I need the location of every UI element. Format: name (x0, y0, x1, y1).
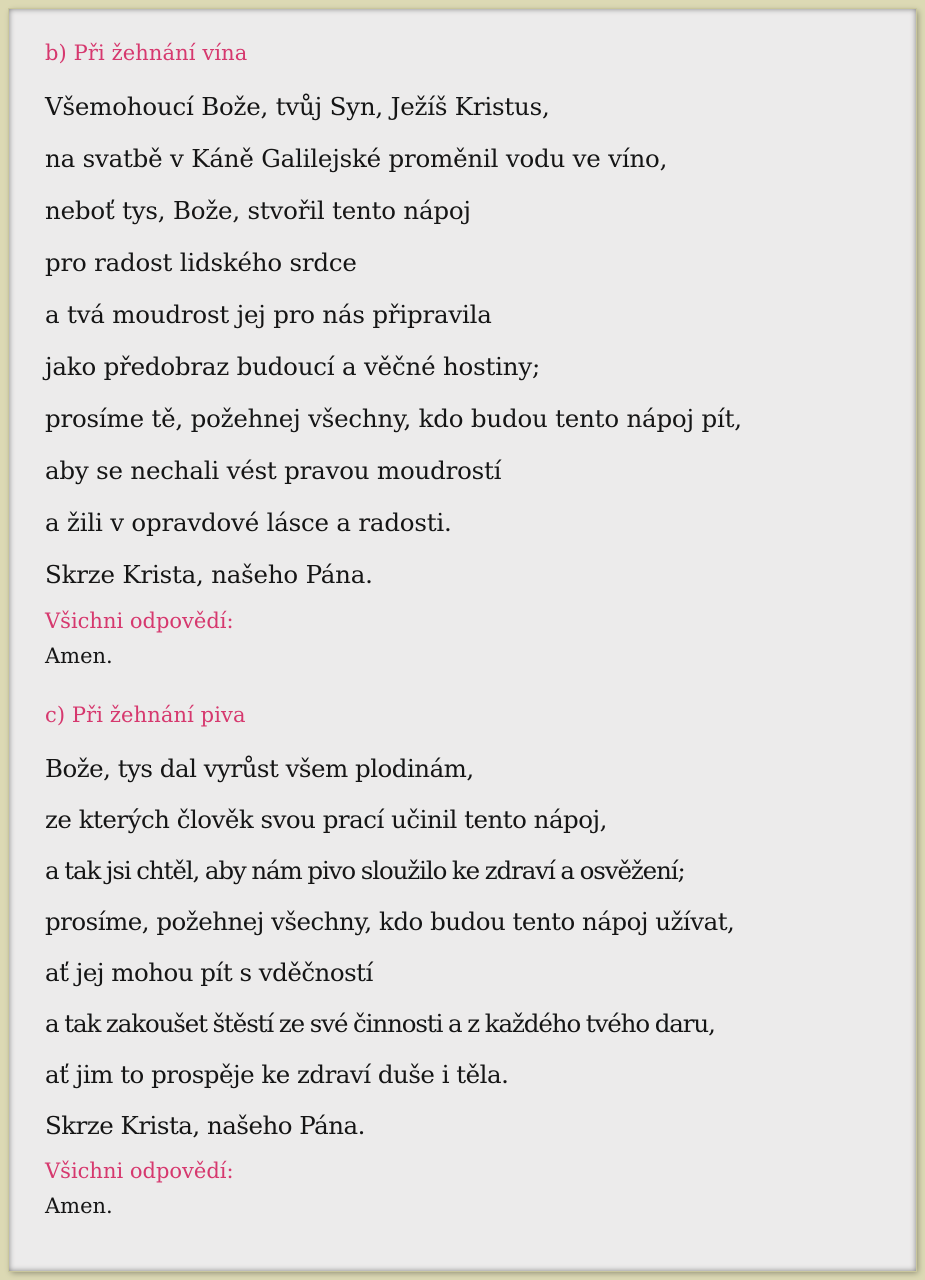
prayer-line: Bože, tys dal vyrůst všem plodinám, (45, 754, 474, 783)
prayer-line: a tak jsi chtěl, aby nám pivo sloužilo ke zdraví a osvěžení; (45, 856, 685, 885)
congregation-response: Amen. (45, 1194, 113, 1218)
prayer-line: a žili v opravdové lásce a radosti. (45, 508, 452, 537)
prayer-text (45, 743, 896, 1151)
prayer-line: Skrze Krista, našeho Pána. (45, 560, 373, 589)
prayer-line: a tvá moudrost jej pro nás připravila (45, 300, 492, 329)
prayer-line: neboť tys, Bože, stvořil tento nápoj (45, 196, 471, 225)
congregation-response: Amen. (45, 644, 113, 668)
prayer-line: Všemohoucí Bože, tvůj Syn, Ježíš Kristus, (45, 92, 550, 121)
prayer-text (45, 81, 896, 601)
prayer-line: ať jim to prospěje ke zdraví duše i těla. (45, 1060, 509, 1089)
section-wine-blessing (45, 39, 896, 671)
prayer-line: prosíme tě, požehnej všechny, kdo budou tento nápoj pít, (45, 404, 742, 433)
rubric-instruction: Všichni odpovědí: (45, 609, 234, 633)
prayer-line: Skrze Krista, našeho Pána. (45, 1111, 365, 1140)
prayer-line: a tak zakoušet štěstí ze své činnosti a z každého tvého daru, (45, 1009, 715, 1038)
prayer-line: pro radost lidského srdce (45, 248, 357, 277)
prayer-line: jako předobraz budoucí a věčné hostiny; (45, 352, 541, 381)
rubric-instruction: Všichni odpovědí: (45, 1159, 234, 1183)
prayer-line: na svatbě v Káně Galilejské proměnil vodu ve víno, (45, 144, 668, 173)
section-heading: c) Při žehnání piva (45, 703, 246, 727)
prayer-page (9, 9, 916, 1271)
section-heading: b) Při žehnání vína (45, 41, 248, 65)
prayer-line: aby se nechali vést pravou moudrostí (45, 456, 502, 485)
prayer-line: ať jej mohou pít s vděčností (45, 958, 373, 987)
prayer-line: prosíme, požehnej všechny, kdo budou tento nápoj užívat, (45, 907, 735, 936)
section-beer-blessing (45, 701, 896, 1221)
prayer-line: ze kterých člověk svou prací učinil tento nápoj, (45, 805, 607, 834)
